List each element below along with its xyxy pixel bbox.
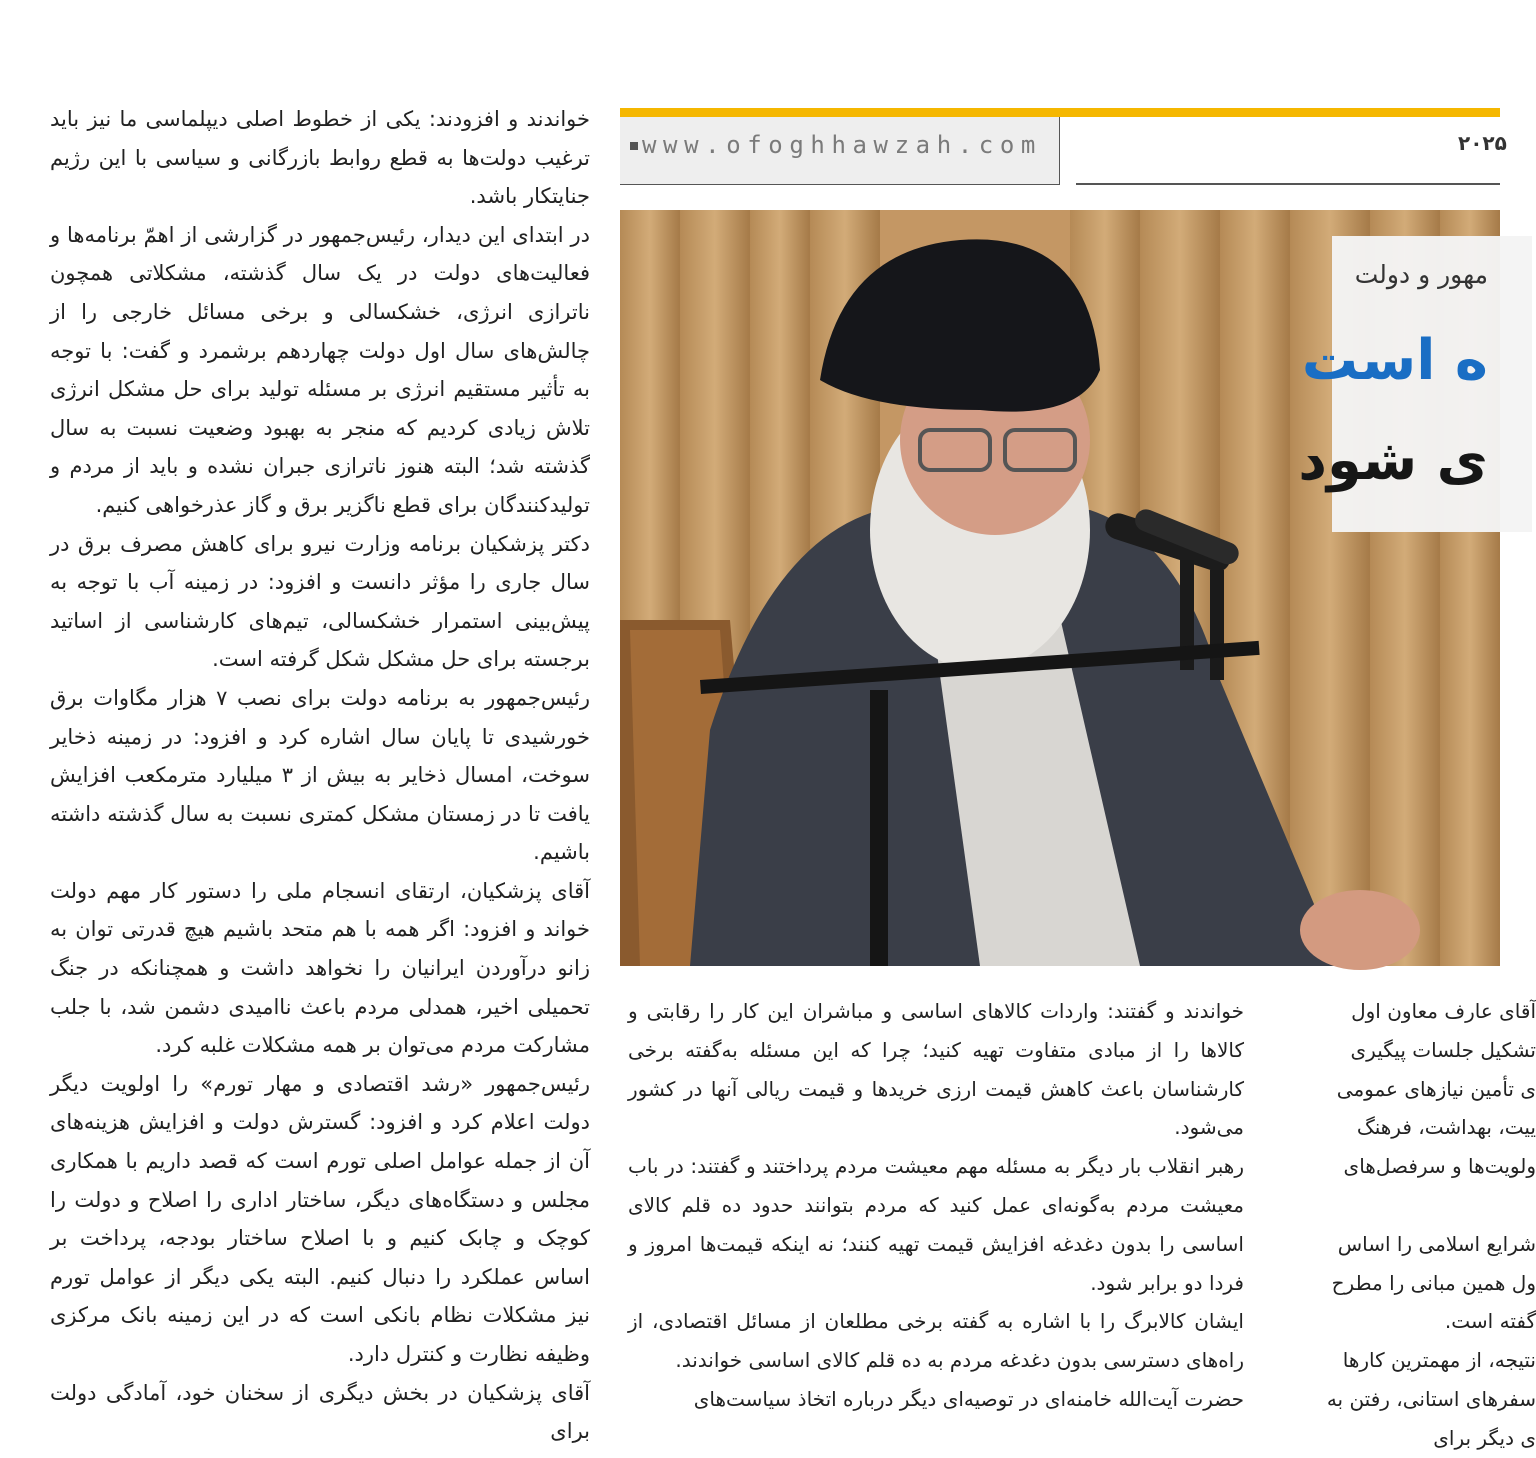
paragraph: خواندند و گفتند: واردات کالاهای اساسی و مباشران این کار را رقابتی و کالاها را از مبادی متفاوت تهیه کنید؛ چرا که این مسئله به‌گفته برخی کارشناسان باعث کاهش قیمت ارزی خریدها و قیمت ریالی آنها در کشور می‌شود. [628, 999, 1244, 1140]
headline-line-1: ه است [1301, 328, 1488, 393]
text-line: شرایع اسلامی را اساس [1337, 1231, 1536, 1256]
text-line: گفته است. [1444, 1309, 1536, 1334]
website-url-text: www.ofoghhawzah.com [642, 131, 1042, 159]
issue-date: ۲۰۲۵ [1458, 131, 1507, 155]
right-text-column [1276, 992, 1536, 1458]
paragraph: دکتر پزشکیان برنامه وزارت نیرو برای کاهش مصرف برق در سال جاری را مؤثر دانست و افزود: در زمینه آب با توجه به پیش‌بینی استمرار خشکسالی، تیم‌های کارشناسی از اساتید برجسته برای حل مشکل شکل گرفته است. [50, 531, 590, 672]
header-accent-bar [620, 108, 1500, 117]
text-line: سفرهای استانی، رفتن به [1326, 1386, 1536, 1411]
text-line: ییت، بهداشت، فرهنگ [1356, 1115, 1536, 1140]
paragraph: در ابتدای این دیدار، رئیس‌جمهور در گزارشی از اهمّ برنامه‌ها و فعالیت‌های دولت در یک سال گذشته، مشکلاتی همچون ناترازی انرژی، خشکسالی و برخی مسائل خارجی را از چالش‌های سال اول دولت چهاردهم برشمرد و گفت: با توجه به تأثیر مستقیم انرژی بر مسئله تولید برای حل مشکل انرژی تلاش زیادی کردیم که منجر به بهبود وضعیت نسبت به سال گذشته شد؛ البته هنوز ناترازی جبران نشده و باید از مردم و تولیدکنندگان برای قطع ناگزیر برق و گاز عذرخواهی کنیم. [50, 222, 590, 517]
text-line: آقای عارف معاون اول [1351, 999, 1536, 1023]
paragraph: حضرت آیت‌الله خامنه‌ای در توصیه‌ای دیگر درباره اتخاذ سیاست‌های [693, 1386, 1244, 1411]
paragraph: رهبر انقلاب بار دیگر به مسئله مهم معیشت مردم پرداختند و گفتند: در باب معیشت مردم به‌گونه‌ای عمل کنید که مردم بتوانند حدود ده قلم کالای اساسی را بدون دغدغه افزایش قیمت تهیه کنند؛ نه اینکه قیمت‌ها امروز و فردا دو برابر شود. [628, 1154, 1244, 1295]
paragraph: خواندند و افزودند: یکی از خطوط اصلی دیپلماسی ما نیز باید ترغیب دولت‌ها به قطع روابط بازرگانی و سیاسی با این رژیم جنایتکار باشد. [50, 107, 590, 209]
paragraph: رئیس‌جمهور «رشد اقتصادی و مهار تورم» را اولویت دیگر دولت اعلام کرد و افزود: گسترش دولت و افزایش هزینه‌های آن از جمله عوامل اصلی تورم است که قصد داریم با همکاری مجلس و دستگاه‌های دیگر، ساختار اداری را اصلاح و دولت را کوچک و چابک کنیم و با اصلاح ساختار بودجه، پرداخت بر اساس عملکرد را دنبال کنیم. البته یکی دیگر از عوامل تورم نیز مشکلات نظام بانکی است که در این زمینه بانک مرکزی وظیفه نظارت و کنترل دارد. [50, 1071, 590, 1366]
text-line [1276, 1186, 1536, 1225]
paragraph: ایشان کالابرگ را با اشاره به گفته برخی مطلعان از مسائل اقتصادی، از راه‌های دسترسی بدون دغدغه مردم به ده قلم کالای اساسی خواندند. [628, 1309, 1244, 1373]
middle-text-column [628, 992, 1244, 1419]
text-line: تشکیل جلسات پیگیری [1350, 1037, 1536, 1062]
text-line: ول همین مبانی را مطرح [1331, 1270, 1536, 1295]
website-url[interactable] [630, 128, 1050, 162]
paragraph: آقای پزشکیان، ارتقای انسجام ملی را دستور کار مهم دولت خواند و افزود: اگر همه با هم متحد باشیم هیچ قدرتی توان به زانو درآوردن ایرانیان را نخواهد داشت و همچنانکه در جنگ تحمیلی اخیر، همدلی مردم باعث ناامیدی دشمن شد، با جلب مشارکت مردم می‌توان بر همه مشکلات غلبه کرد. [50, 878, 590, 1058]
paragraph: آقای پزشکیان در بخش دیگری از سخنان خود، آمادگی دولت برای [50, 1380, 590, 1444]
headline-line-2: ی شود [1298, 428, 1488, 493]
headline-kicker: مهور و دولت [1354, 260, 1488, 289]
text-line: نتیجه، از مهمترین کارها [1342, 1348, 1536, 1373]
headline-box [1298, 236, 1532, 532]
paragraph: رئیس‌جمهور به برنامه دولت برای نصب ۷ هزار مگاوات برق خورشیدی تا پایان سال اشاره کرد و افزود: در زمینه ذخایر سوخت، امسال ذخایر به بیش از ۳ میلیارد مترمکعب افزایش یافت تا در زمستان مشکل کمتری نسبت به سال گذشته داشته باشیم. [50, 685, 590, 865]
header-divider [1076, 183, 1500, 185]
text-line: ولویت‌ها و سرفصل‌های [1343, 1154, 1536, 1179]
text-line: ی تأمین نیازهای عمومی [1336, 1076, 1536, 1101]
text-line: ی دیگر برای [1433, 1425, 1536, 1450]
left-text-column [50, 100, 590, 1451]
bullet-icon [630, 142, 638, 150]
